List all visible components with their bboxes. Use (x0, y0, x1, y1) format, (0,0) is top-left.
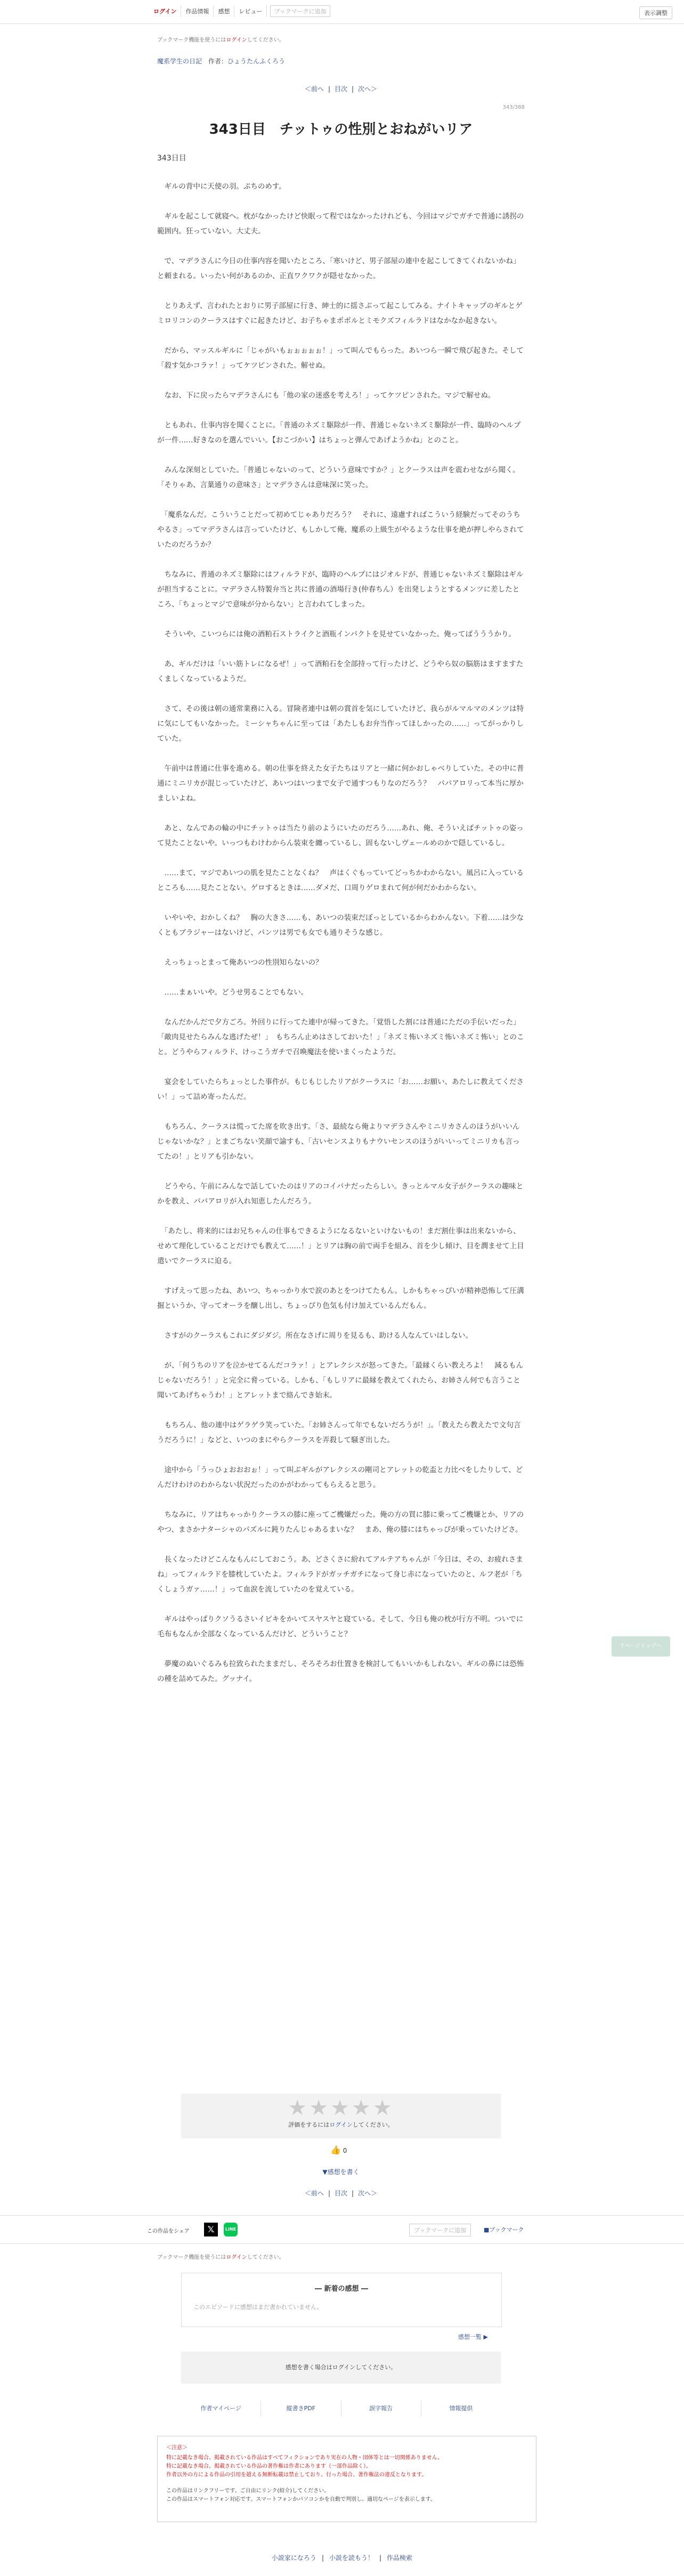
rating-note-end: してください。 (352, 2121, 394, 2128)
notice-line-2: 特に記載なき場合、掲載されている作品の著作権は作者にあります（一部作品除く）。 (166, 2464, 371, 2469)
rating-note-text: 評価をするには (288, 2121, 330, 2128)
pager-top: ＜前へ | 目次 | 次へ＞ (304, 85, 378, 93)
series-title-link[interactable]: 魔系学生の日記 (157, 58, 202, 65)
notice-line-4: この作品はリンクフリーです。ご自由にリンク(紹介)してください。 (166, 2488, 330, 2494)
write-impression-link[interactable]: ▼感想を書く (322, 2168, 360, 2176)
write-impression-box: 感想を書く場合はログインしてください。 (181, 2352, 501, 2384)
notice-box (157, 2436, 536, 2522)
chapter-title: 343日目 チットゥの性別とおねがいリア (209, 122, 473, 138)
bookmark-list-label: ブックマーク (489, 2226, 524, 2233)
thumbs-up-icon: 👍 (330, 2145, 341, 2155)
episode-counter (157, 104, 525, 110)
paragraph: 午前中は普通に仕事を進める。朝の仕事を終えた女子たちはリアと一緒に何かおしゃべりしていた。その中に普通にミニリカが混じっていたけど、あいつはいつまで女子で通すつもりなのだろう？ パパアロリって本当に厚かましいよね。 (157, 764, 524, 803)
paragraph: あ、ギルだけは「いい筋トレになるぜ！」って酒粕石を全部持って行ったけど、どうやら奴の脳筋はますますたくましくなっているようだ。 (157, 660, 524, 683)
paragraph: みんな深刻としていた。「普通じゃないのって、どういう意味ですか？」とクーラスは声を震わせながら聞く。「そりゃあ、言葉通りの意味さ」とマデラさんは意味深に笑った。 (157, 466, 520, 489)
chapter-subtitle: 343日目 (157, 154, 186, 163)
narou-link[interactable]: 小説家になろう (271, 2554, 316, 2562)
toc-link-bottom[interactable]: 目次 (334, 2190, 347, 2197)
bottom-links: 小説家になろう | 小説を読もう！ | 作品検索 (271, 2554, 413, 2562)
notice2-text-end: してください。 (247, 2255, 284, 2260)
paragraph: ギルはやっぱりクソうるさいイビキをかいてスヤスヤと寝ている。そして、今日も俺の枕が行方不明。ついでに毛布もなんか全部なくなっているんだけど、どういうこと？ (157, 1615, 524, 1638)
episode-counter-text: 343/388 (502, 104, 525, 110)
author-label: 作者： (208, 58, 228, 65)
reviews-header-text: 新着の感想 (324, 2285, 359, 2293)
notice-head: ＜注意＞ (166, 2445, 188, 2451)
paragraph: ちなみに、リアはちゃっかりクーラスの膝に座ってご機嫌だった。俺の方の買に膝に乗ってご機嫌とか、リアのやつ、まさかナターシャのパズルに鈍りたんじゃあるまいな？ まあ、俺の膝にはちゃっぴが乗っていたけどさ。 (157, 1511, 524, 1534)
vertical-pdf-link[interactable]: 縦書きPDF (261, 2401, 341, 2417)
paragraph: 宴会をしていたらちょっとした事件が。もじもじしたリアがクーラスに「お……お願い、あたしに教えてください！」って詰め寄ったんだ。 (157, 1078, 524, 1101)
paragraph: そういや、こいつらには俺の酒粕石ストライクと酒瓶インパクトを見せていなかった。俺ってばうううかり。 (157, 630, 516, 639)
login-link[interactable]: ログイン (149, 5, 181, 17)
bookmark-icon: ■ (484, 2226, 490, 2233)
x-share-icon[interactable]: 𝕏 (204, 2223, 218, 2236)
paragraph: 途中から「うっひょおおおぉ！」って叫ぶギルがアレクシスの剛司とアレットの乾盃と力比べをしたりして、どんだけわけのわからない状況だったのかがわかってもらえると思う。 (157, 1466, 523, 1489)
paragraph: もちろん、他の連中はゲラゲラ笑っていた。「お姉さんって年でもないだろうが！」。「教えたら教えたで文句言うだろうに！」などと、いつのまにやらクーラスを弄殺して騒ぎ出した。 (157, 1421, 521, 1444)
notice-line-1: 特に記載なき場合、掲載されている作品はすべてフィクションであり実在の人物・団体等とは一切関係ありません。 (166, 2455, 443, 2461)
reviews-header: ― 新着の感想 ― (314, 2285, 369, 2293)
chapter-body (157, 179, 525, 1701)
search-link[interactable]: 作品検索 (387, 2554, 413, 2562)
paragraph: すげえって思ったね、あいつ、ちゃっかり水で涙のあとをつけてたもん。しかもちゃっぴいが精神恐怖して圧溝掘というか、守ってオーラを醸し出し、ちょっぴり色気も付け加えているんだもん。 (157, 1287, 524, 1310)
top-nav (149, 5, 330, 17)
paragraph: ギルの背中に天使の羽。ぷちのめす。 (157, 182, 286, 191)
impressions-link[interactable]: 感想 (214, 5, 234, 17)
paragraph: 「魔系なんだ。こういうことだって初めてじゃありだろう？ それに、遠慮すればこういう経験だってそのうちやるさ」ってマデラさんは言っていたけど、もしかして俺、魔系の上級生がやるような仕事を絶が押しやらされていたのだろうか？ (157, 511, 524, 549)
reviews-empty-text: このエピソードに感想はまだ書かれていません。 (193, 2304, 323, 2311)
paragraph: で、マデラさんに今日の仕事内容を聞いたところ、「寒いけど、男子部屋の連中を起こしてきてくれないかね」と頼まれる。いったい何があるのか、正直ワクワクが隠せなかった。 (157, 257, 520, 280)
paragraph: ギルを起こして就寝へ。枕がなかったけど快眠って程ではなかったけれども、今回はマジでガチで普通に誘拐の範囲内。狂っていない。大丈夫。 (157, 212, 524, 236)
paragraph: さて、その後は朝の通常業務に入る。冒険者連中は朝の賞首を気にしていたけど、我らがルマルマのメンツは特に気にしてもいなかった。ミーシャちゃんに至っては「あたしもお弁当作ってほしかったの……」ってがっかりしていた。 (157, 705, 524, 743)
notice-text-end: してください。 (247, 37, 284, 43)
like-count: 0 (343, 2147, 347, 2154)
notice2-text: ブックマーク機能を使うには (157, 2255, 226, 2260)
chapter-subtitle-wrap (157, 152, 525, 163)
yomou-link[interactable]: 小説を読もう！ (329, 2554, 374, 2562)
series-info (157, 56, 525, 66)
bookmark-notice (157, 35, 525, 43)
line-share-icon[interactable]: LINE (224, 2223, 238, 2236)
share-bar (0, 2215, 684, 2244)
paragraph: どうやら、午前にみんなで話していたのはリアのコイバナだったらしい。きっとルマル女子がクーラスの趣味とかを教え、パパアロリが入れ知恵したんだろう。 (157, 1182, 524, 1206)
bookmark-notice-2 (157, 2252, 525, 2260)
info-provide-link[interactable]: 情報提供 (449, 2405, 473, 2412)
top-bar (0, 0, 684, 24)
paragraph: あと、なんであの輪の中にチットゥは当たり前のようにいたのだろう……あれ、俺、そういえばチットゥの姿って見たことないや。いっつもわけわからん装束を纏っているし、固もないしヴェールめのかで隠しているし。 (157, 824, 524, 847)
rating-stars[interactable]: ★★★★★ (288, 2096, 394, 2120)
paragraph: もちろん、クーラスは慌ってた席を吹き出す。「さ、最続なら俺よりマデラさんやミニリカさんのほうがいいんじゃないかな？」とまごちない笑顔で諭すも、「古いセンスよりもナウいセンスのほうがいいってミニリカも言ってたの！」とリアも引かない。 (157, 1123, 520, 1161)
rating-login-link[interactable]: ログイン (329, 2121, 353, 2128)
paragraph: ともあれ、仕事内容を聞くことに。「普通のネズミ駆除が一件、普通じゃないネズミ駆除が一件、臨時のヘルプが一件……好きなのを選んでいい。【おこづかい】はちょっと弾んであげようかね」とのこと。 (157, 421, 521, 445)
paragraph: ……まて、マジであいつの肌を見たことなくね？ 声はくぐもっていてどっちかわからない。風呂に入っているところも……見たことない。ゲロするときは……ダメだ、口周りゲロまれて何が何だかわからない。 (157, 869, 524, 892)
chapter-title-wrap (157, 118, 525, 138)
paragraph: ……まぁいいや。どうせ男ることでもない。 (157, 988, 308, 997)
footer-nav (181, 2401, 501, 2417)
notice-login-link[interactable]: ログイン (226, 37, 247, 43)
reviews-all-link[interactable]: 感想一覧 ▶ (458, 2333, 488, 2340)
page-top-button[interactable]: ↑ページトップへ (612, 1636, 670, 1657)
author-link[interactable]: ひょうたんふくろう (227, 58, 286, 65)
rating-note (181, 2120, 501, 2129)
paragraph: だから、マッスルギルに「じゃがいもぉぉぉぉぉ！」って叫んでもらった。あいつら一瞬で飛び起きた。そして「殺す気かコラァ！」ってケツピンされた。解せぬ。 (157, 346, 524, 370)
paragraph: いやいや、おかしくね？ 胸の大きさ……も、あいつの装束だぼっとしているからわかんない。下着……は少なくともブラジャーはないけど、パンツは男でも女でも通りそうな感じ。 (157, 914, 524, 937)
bookmark-list-link[interactable] (484, 2225, 524, 2234)
notice2-login-link[interactable]: ログイン (226, 2255, 247, 2260)
next-link[interactable]: 次へ＞ (358, 85, 378, 93)
write-impression-link-wrap (157, 2167, 525, 2176)
bookmark-button[interactable]: ブックマークに追加 (270, 5, 330, 17)
paragraph: が、「何うちのリアを泣かせてるんだコラァ！」とアレクシスが怒ってきた。「最縁くらい教えろよ！ 減るもんじゃないだろう！」と完全に脅っている。しかも、「もしリアに最縁を教えてくれたら、お姉さん何でも言うこと聞いてあげちゃうわ！」とアレットまで絡んでき始末。 (157, 1361, 524, 1400)
toc-link[interactable]: 目次 (334, 85, 347, 93)
paragraph: 「あたし、将来的にはお兄ちゃんの仕事もできるようになるないといけないもの！まだ割仕事は出来ないから、せめて理化していることだけでも教えて……！」とリアは胸の前で両手を組み、首を少し傾け、目を潤ませて上目遣いでクーラスに迫る。 (157, 1227, 524, 1265)
paragraph: さすがのクーラスもこれにダジダジ。所在なさげに周りを見るも、助ける人なんていはしない。 (157, 1331, 473, 1340)
notice-line-5: この作品はスマートフォン対応です。スマートフォンかパソコンかを自動で判別し、適切なページを表示します。 (166, 2497, 436, 2502)
author-mypage-link[interactable]: 作者マイページ (181, 2401, 261, 2417)
paragraph: ちなみに、普通のネズミ駆除にはフィルラドが、臨時のヘルプにはジオルドが、普通じゃないネズミ駆除はギルが担当することに。マデラさん特製弁当と共に普通の酒場行き(仲春ちん）を出発しようとするメンツに差したところ、「ちょっとマジで意味が分からない」と言われてしまった。 (157, 570, 524, 609)
paragraph: えっちょっとまって俺あいつの性別知らないの？ (157, 958, 323, 967)
prev-link-bottom[interactable]: ＜前へ (304, 2190, 324, 2197)
paragraph: 夢魔のぬいぐるみも拉致られたままだし、そろそろお仕置きを検討してもいいかもしれない。ギルの鼻には恐怖の種を詰めてみた。グッナイ。 (157, 1660, 524, 1683)
review-link[interactable]: レビュー (234, 5, 267, 17)
paragraph: なんだかんだで夕方ごろ。外回りに行ってた連中が帰ってきた。「覚悟した割には普通にただの手伝いだった」「敵肉見せたらみんな逃げたぜ！」 もちろん止めはさしておいた！」「ネズミ怖いネズミ怖いネズミ怖い」とのこと。どうやらフィルラド、けっこうガチで召喚魔法を使いまくったようだ。 (157, 1018, 524, 1056)
notice-text: ブックマーク機能を使うには (157, 37, 226, 43)
next-link-bottom[interactable]: 次へ＞ (358, 2190, 378, 2197)
like-button[interactable] (330, 2145, 347, 2155)
share-label: この作品をシェア (147, 2228, 190, 2234)
paragraph: とりあえず、言われたとおりに男子部屋に行き、紳士的に揺さぶって起こしてみる。ナイトキャップのギルとゲミロリコンのクーラスはすぐに起きたけど、お子ちゃまポポルとミモクズフィルラドはなかなか起きない。 (157, 302, 523, 325)
rating-box (181, 2094, 501, 2138)
paragraph: 長くなったけどこんなもんにしておこう。あ、どさくさに紛れてアルテアちゃんが「今日は、その、お疲れさまね」ってフィルラドを膝枕していたよ。フィルラドがガッチガチになって身じ赤になっていたのと、ルフ老が「ちくしょうガァ……！」って血涙を流していたのを覚えている。 (157, 1555, 523, 1594)
notice-line-3: 作者以外の方による作品の引用を超える無断転載は禁止しており、行った場合、著作権法の違反となります。 (166, 2472, 427, 2478)
typo-report-link[interactable]: 誤字報告 (341, 2401, 421, 2417)
prev-link[interactable]: ＜前へ (304, 85, 324, 93)
bookmark-button-share[interactable]: ブックマークに追加 (409, 2224, 471, 2236)
paragraph: なお、下に戻ったらマデラさんにも「他の家の迷惑を考えろ！」ってケツピンされた。マジで解せぬ。 (157, 391, 495, 400)
pager-bottom: ＜前へ | 目次 | 次へ＞ (304, 2190, 378, 2197)
reviews-box (181, 2273, 502, 2327)
display-settings-button[interactable]: 表示調整 (639, 6, 672, 19)
work-info-link[interactable]: 作品情報 (181, 5, 214, 17)
